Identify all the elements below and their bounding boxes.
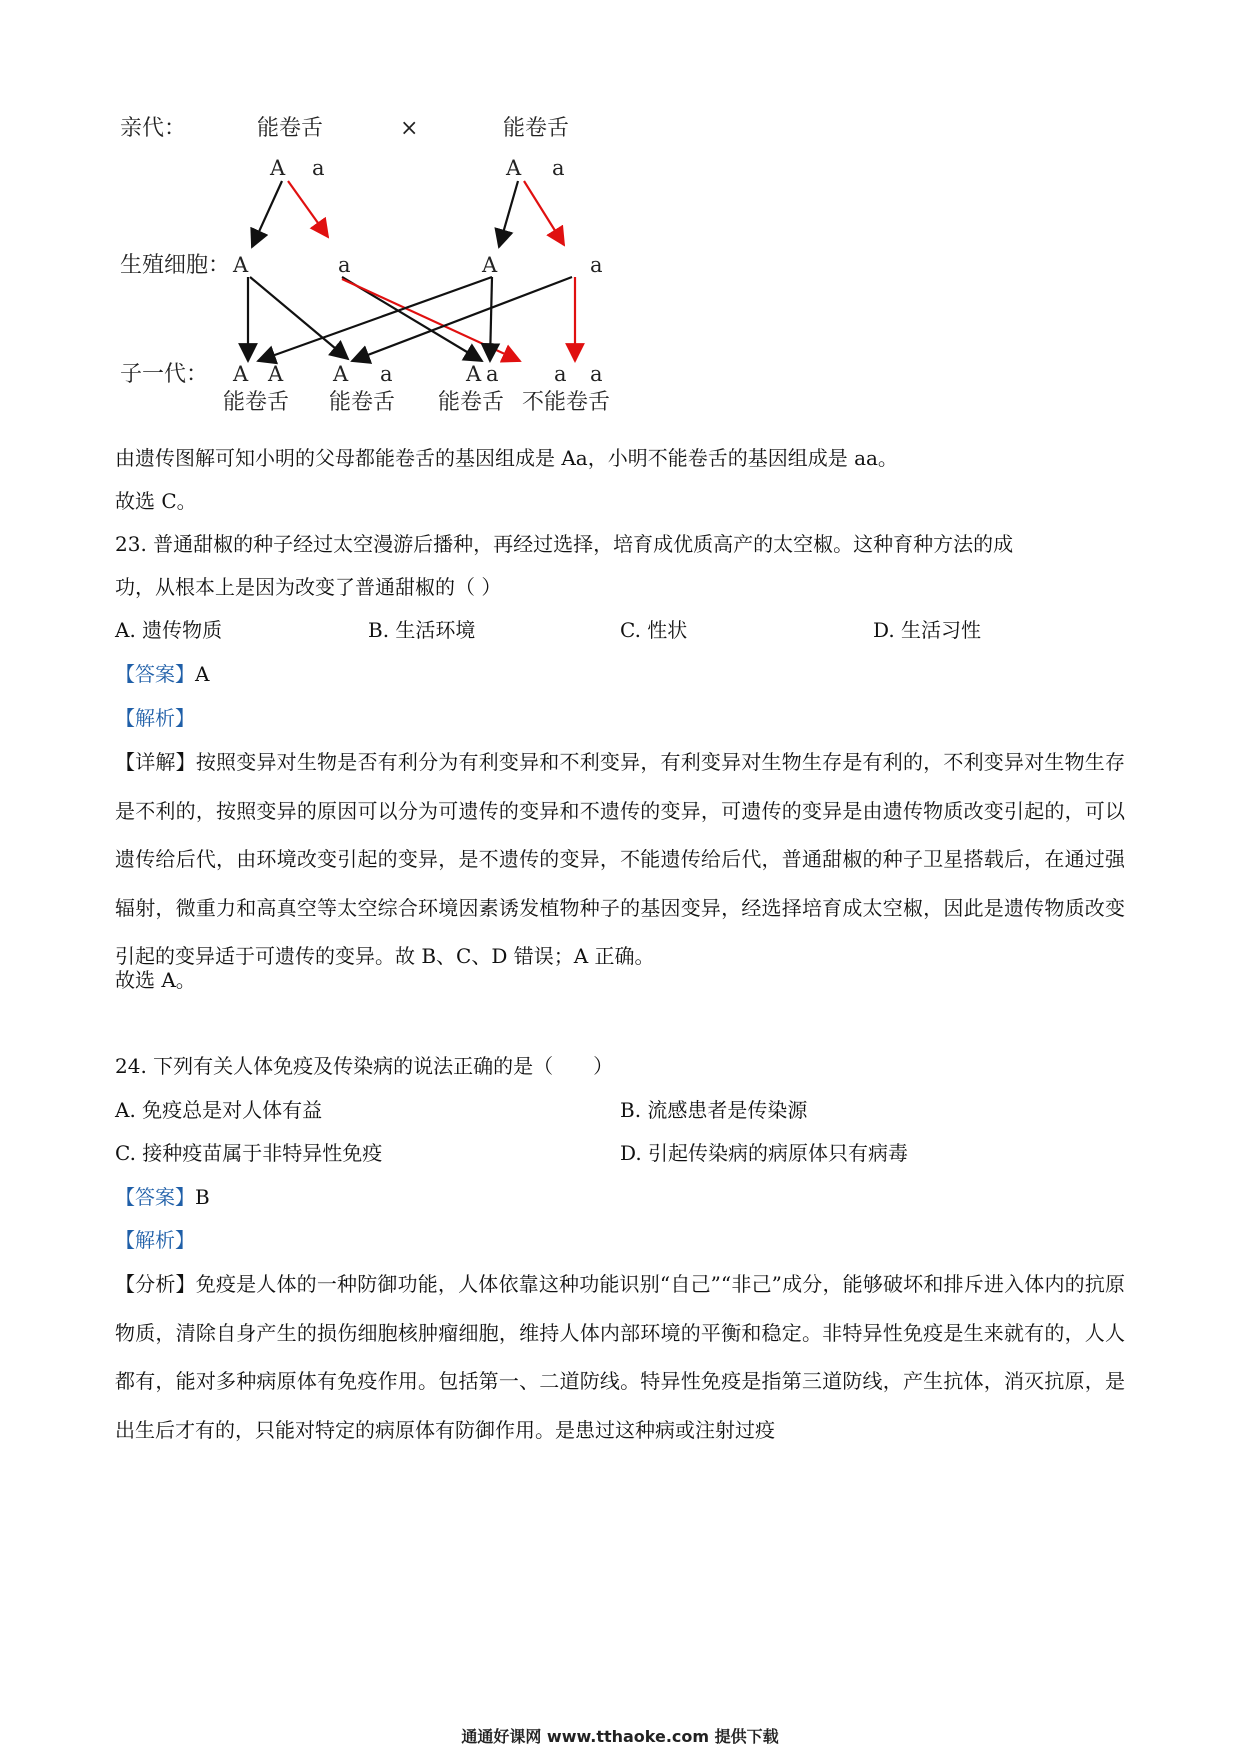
offspring-4-allele-2: a: [590, 362, 603, 386]
parent-phenotype-2: 能卷舌: [503, 116, 570, 141]
q24-fenxi: [115, 1260, 1125, 1454]
q23-analysis-heading: [115, 703, 1135, 733]
parent1-allele-recessive: a: [312, 156, 325, 180]
q23-option-b: B. 生活环境: [368, 618, 476, 642]
q23-detail: [115, 738, 1125, 981]
q23-option-a: A. 遗传物质: [115, 618, 223, 642]
offspring-1-allele-1: A: [233, 362, 249, 386]
parent1-allele-dominant: A: [270, 156, 286, 180]
offspring-3-allele-2: a: [486, 362, 499, 386]
q24-fenxi-text: 免疫是人体的一种防御功能，人体依靠这种功能识别“自己”“非己”成分，能够破坏和排斥进入体内的抗原物质，清除自身产生的损伤细胞核肿瘤细胞，维持人体内部环境的平衡和稳定。非特异性免疫是生来就有的，人人都有，能对多种病原体有免疫作用。包括第一、二道防线。特异性免疫是指第三道防线，产生抗体，消灭抗原，是出生后才有的，只能对特定的病原体有防御作用。是患过这种病或注射过疫: [115, 1272, 1125, 1442]
parent-phenotype-1: 能卷舌: [257, 116, 324, 141]
offspring-4-phenotype: 不能卷舌: [522, 390, 611, 415]
q22-choice: 故选 C。: [115, 489, 197, 513]
q23-stem-line1: 23. 普通甜椒的种子经过太空漫游后播种，再经过选择，培育成优质高产的太空椒。这种育种方法的成: [115, 532, 1014, 556]
offspring-2-allele-2: a: [380, 362, 393, 386]
arrow-parent2-to-gamete-a: [524, 181, 564, 245]
q24-analysis-tag: 【解析】: [115, 1228, 195, 1252]
q23-choice: 故选 A。: [115, 968, 196, 992]
offspring-1-phenotype: 能卷舌: [223, 390, 290, 415]
q24-stem: 24. 下列有关人体免疫及传染病的说法正确的是（ ）: [115, 1054, 614, 1078]
q24-option-c: C. 接种疫苗属于非特异性免疫: [115, 1141, 383, 1165]
parent-generation-label: 亲代：: [120, 116, 187, 141]
genetic-cross-diagram: [120, 115, 720, 475]
offspring-generation-label: 子一代：: [120, 362, 209, 387]
offspring-3-allele-1: A: [466, 362, 482, 386]
page-footer: 通通好课网 www.tthaoke.com 提供下载: [461, 1727, 779, 1746]
q23-detail-text: 按照变异对生物是否有利分为有利变异和不利变异，有利变异对生物生存是有利的，不利变异对生物生存是不利的，按照变异的原因可以分为可遗传的变异和不遗传的变异，可遗传的变异是由遗传物质改变引起的，可以遗传给后代，由环境改变引起的变异，是不遗传的变异，不能遗传给后代，普通甜椒的种子卫星搭载后，在通过强辐射，微重力和高真空等太空综合环境因素诱发植物种子的基因变异，经选择培育成太空椒，因此是遗传物质改变引起的变异适于可遗传的变异。故 B、C、D 错误；A 正确。: [115, 750, 1126, 968]
gamete-3: A: [482, 253, 498, 277]
gamete-label: 生殖细胞：: [120, 253, 231, 278]
q24-option-a: A. 免疫总是对人体有益: [115, 1098, 323, 1122]
q23-analysis-tag: 【解析】: [115, 706, 195, 730]
q24-analysis-heading: [115, 1225, 1135, 1255]
q23-answer-value: A: [195, 662, 210, 686]
q23-option-d: D. 生活习性: [873, 618, 982, 642]
q24-option-b: B. 流感患者是传染源: [620, 1098, 808, 1122]
cross-symbol: ×: [400, 116, 419, 141]
q23-answer: [115, 659, 1135, 689]
offspring-1-allele-2: A: [268, 362, 284, 386]
gamete-2: a: [338, 253, 351, 277]
q24-option-d: D. 引起传染病的病原体只有病毒: [620, 1141, 909, 1165]
gamete-4: a: [590, 253, 603, 277]
gamete-1: A: [233, 253, 249, 277]
offspring-2-allele-1: A: [333, 362, 349, 386]
q24-answer: [115, 1182, 1135, 1212]
q23-stem-line2: 功，从根本上是因为改变了普通甜椒的（ ）: [115, 575, 502, 599]
q23-answer-tag: 【答案】: [115, 662, 195, 686]
q23-option-c: C. 性状: [620, 618, 688, 642]
arrow-gametea1-to-offspring-4: [342, 279, 520, 361]
q24-answer-tag: 【答案】: [115, 1185, 195, 1209]
offspring-3-phenotype: 能卷舌: [438, 390, 505, 415]
q23-detail-tag: 【详解】: [115, 750, 196, 774]
offspring-2-phenotype: 能卷舌: [329, 390, 396, 415]
arrow-parent2-to-gamete-A: [499, 181, 518, 247]
arrow-parent1-to-gamete-A: [252, 181, 282, 247]
parent2-allele-dominant: A: [506, 156, 522, 180]
q22-conclusion: 由遗传图解可知小明的父母都能卷舌的基因组成是 Aa，小明不能卷舌的基因组成是 aa。: [115, 446, 898, 470]
q24-fenxi-tag: 【分析】: [115, 1272, 196, 1296]
arrow-gameteA2-to-offspring-1: [258, 277, 492, 361]
arrow-parent1-to-gamete-a: [288, 181, 328, 237]
offspring-4-allele-1: a: [554, 362, 567, 386]
parent2-allele-recessive: a: [552, 156, 565, 180]
q24-answer-value: B: [195, 1185, 210, 1209]
